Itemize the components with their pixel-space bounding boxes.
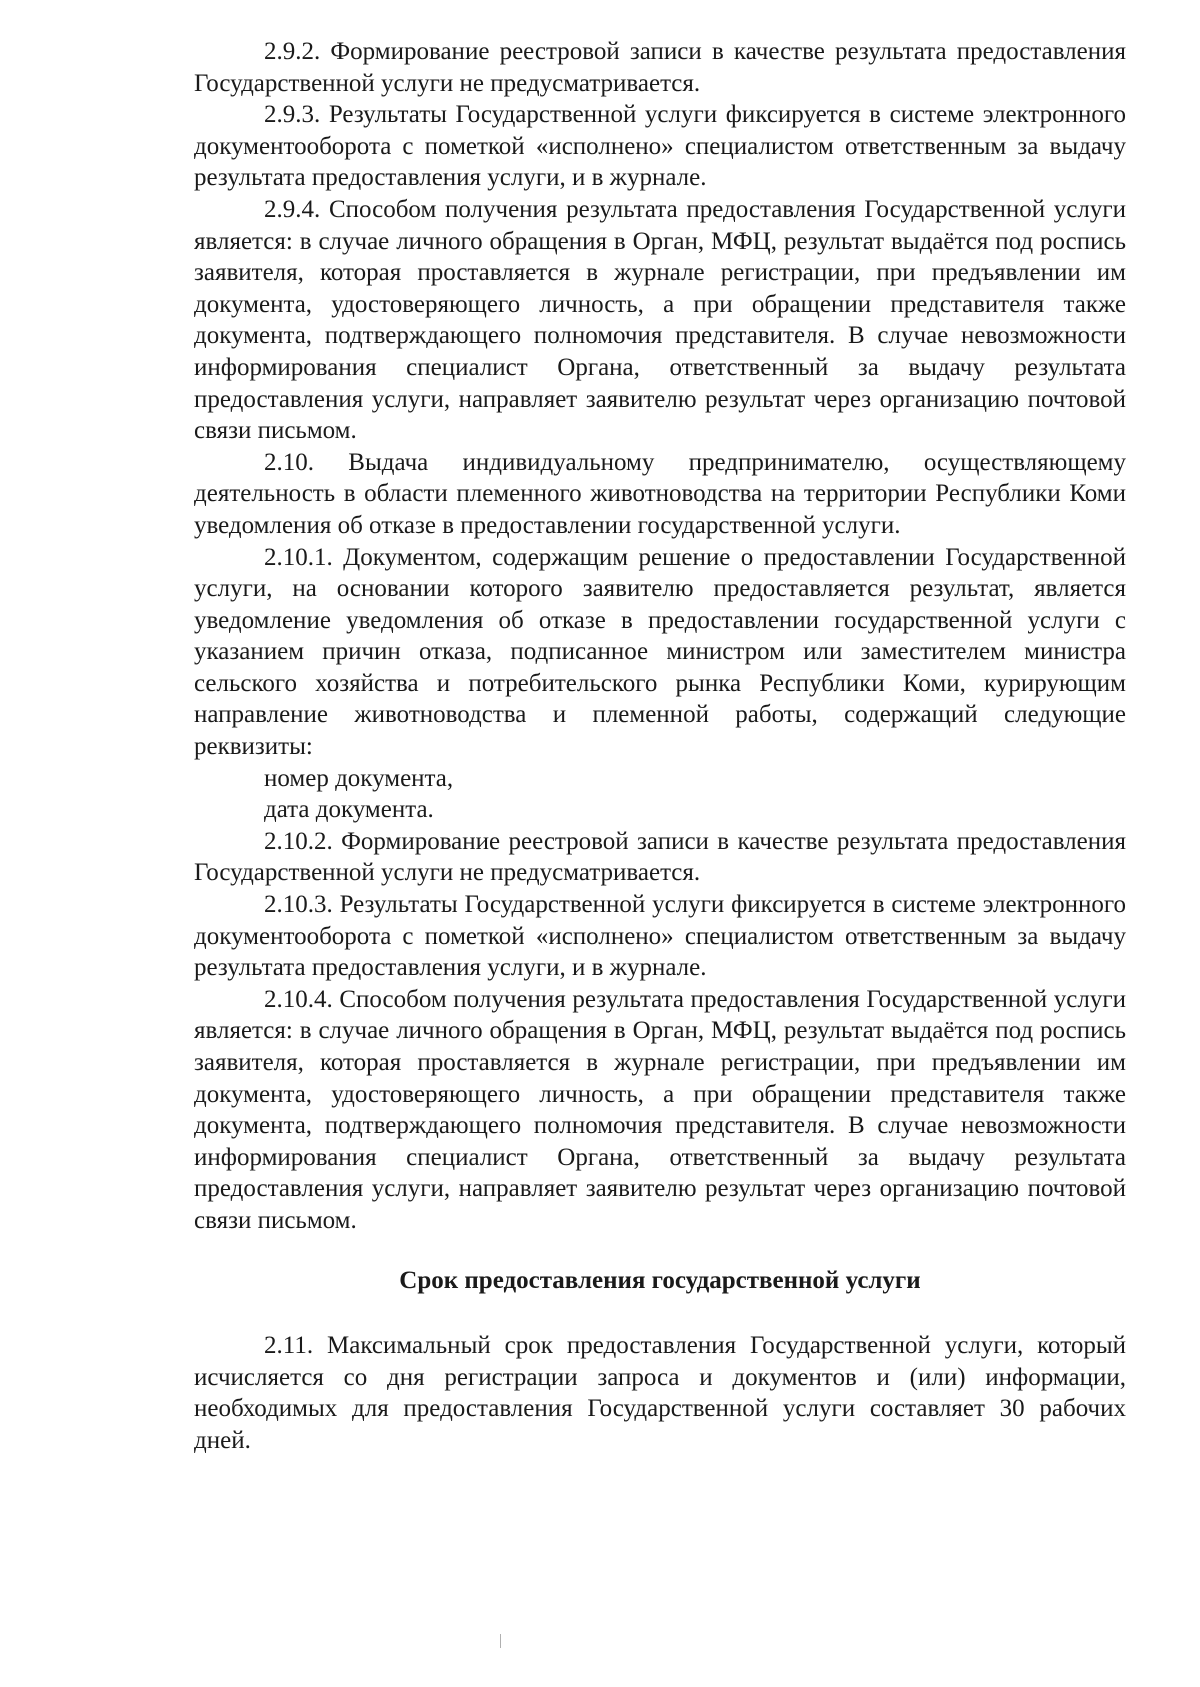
requisite-document-date: дата документа. <box>264 796 434 824</box>
requisite-document-number: номер документа, <box>264 764 454 792</box>
paragraph-2-11: 2.11. Максимальный срок предоставления Государственной услуги, который исчисляется со дня регистрации запроса и документов и (или) информации, необходимых для предоставления Государственной услуги составляет 30 рабочих дней. <box>194 1332 1126 1454</box>
paragraph-2-9-4: 2.9.4. Способом получения результата предоставления Государственной услуги является: в случае личного обращения в Орган, МФЦ, результат выдаётся под роспись заявителя, которая проставляется в журнале регистрации, при предъявлении им документа, удостоверяющего личность, а при обращении представителя также документа, подтверждающего полномочия представителя. В случае невозможности информирования специалист Органа, ответственный за выдачу результата предоставления услуги, направляет заявителю результат через организацию почтовой связи письмом. <box>194 195 1126 445</box>
paragraph-2-10-1: 2.10.1. Документом, содержащим решение о предоставлении Государственной услуги, на основании которого заявителю предоставляется результат, является уведомление уведомления об отказе в предоставлении государственной услуги с указанием причин отказа, подписанное министром или заместителем министра сельского хозяйства и потребительского рынка Республики Коми, курирующим направление животноводства и племенной работы, содержащий следующие реквизиты: <box>194 543 1126 761</box>
document-page <box>194 36 1126 1457</box>
paragraph-2-9-2: 2.9.2. Формирование реестровой записи в качестве результата предоставления Государственной услуги не предусматривается. <box>194 38 1126 97</box>
paragraph-2-9-3: 2.9.3. Результаты Государственной услуги фиксируется в системе электронного документооборота с пометкой «исполнено» специалистом ответственным за выдачу результата предоставления услуги, и в журнале. <box>194 101 1126 192</box>
scan-artifact-mark <box>500 1634 501 1648</box>
section-heading: Срок предоставления государственной услуги <box>399 1266 921 1294</box>
paragraph-2-10: 2.10. Выдача индивидуальному предпринимателю, осуществляющему деятельность в области племенного животноводства на территории Республики Коми уведомления об отказе в предоставлении государственной услуги. <box>194 448 1126 539</box>
paragraph-2-10-2: 2.10.2. Формирование реестровой записи в качестве результата предоставления Государственной услуги не предусматривается. <box>194 827 1126 887</box>
paragraph-2-10-4: 2.10.4. Способом получения результата предоставления Государственной услуги является: в случае личного обращения в Орган, МФЦ, результат выдаётся под роспись заявителя, которая проставляется в журнале регистрации, при предъявлении им документа, удостоверяющего личность, а при обращении представителя также документа, подтверждающего полномочия представителя. В случае невозможности информирования специалист Органа, ответственный за выдачу результата предоставления услуги, направляет заявителю результат через организацию почтовой связи письмом. <box>194 985 1126 1234</box>
paragraph-2-10-3: 2.10.3. Результаты Государственной услуги фиксируется в системе электронного документооборота с пометкой «исполнено» специалистом ответственным за выдачу результата предоставления услуги, и в журнале. <box>194 891 1126 982</box>
